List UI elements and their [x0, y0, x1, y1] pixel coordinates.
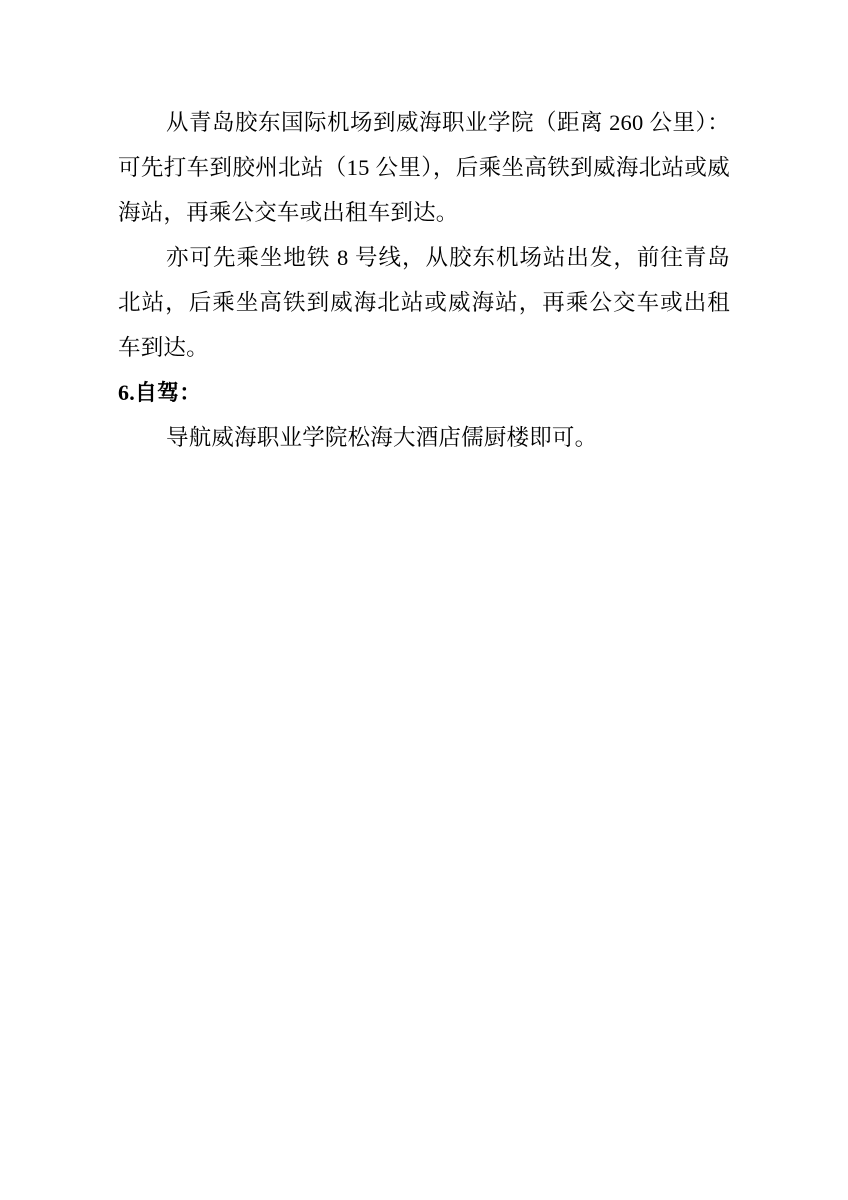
heading-section-6-self-drive: 6.自驾：	[118, 380, 202, 405]
paragraph-airport-route-2: 亦可先乘坐地铁 8 号线，从胶东机场站出发，前往青岛北站，后乘坐高铁到威海北站或威海站，再乘公交车或出租车到达。	[118, 245, 730, 360]
paragraph-airport-route-1: 从青岛胶东国际机场到威海职业学院（距离 260 公里）：可先打车到胶州北站（15 公里），后乘坐高铁到威海北站或威海站，再乘公交车或出租车到达。	[118, 110, 730, 225]
document-body	[118, 100, 730, 460]
paragraph-self-drive-detail: 导航威海职业学院松海大酒店儒厨楼即可。	[166, 425, 598, 450]
